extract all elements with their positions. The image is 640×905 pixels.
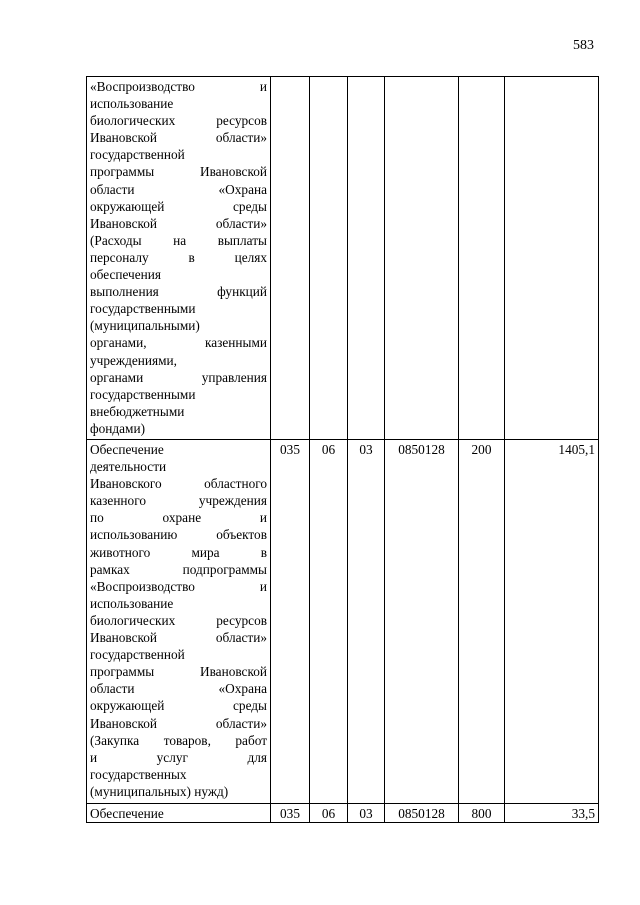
description-line: государственной — [90, 147, 185, 163]
expense-type-cell: 200 — [459, 440, 505, 804]
target-code-cell: 0850128 — [385, 440, 459, 804]
description-line: (муниципальными) — [90, 318, 200, 334]
table-row — [87, 440, 599, 804]
description-line: органами, казенными — [90, 335, 267, 351]
amount-cell — [505, 77, 599, 440]
description-line: области «Охрана — [90, 181, 267, 197]
description-line: биологических ресурсов — [90, 612, 267, 628]
expense-type-cell: 800 — [459, 804, 505, 823]
row-description — [87, 440, 271, 804]
description-line: государственных — [90, 766, 187, 782]
description-line: рамках подпрограммы — [90, 561, 267, 577]
description-line: (Закупка товаров, работ — [90, 732, 267, 748]
description-line: по охране и — [90, 510, 267, 526]
description-line: внебюджетными — [90, 403, 185, 419]
section-code-cell: 06 — [310, 440, 348, 804]
description-line: деятельности — [90, 459, 167, 475]
row-description — [87, 804, 271, 823]
description-line: Ивановской области» — [90, 130, 267, 146]
description-line: программы Ивановской — [90, 664, 267, 680]
table-body — [87, 77, 599, 823]
description-line: животного мира в — [90, 544, 267, 560]
target-code-cell: 0850128 — [385, 804, 459, 823]
row-description — [87, 77, 271, 440]
amount-cell: 33,5 — [505, 804, 599, 823]
description-line: выполнения функций — [90, 284, 267, 300]
subsection-code-cell: 03 — [348, 440, 385, 804]
description-line: использование — [90, 595, 174, 611]
table-row — [87, 804, 599, 823]
subsection-code-cell: 03 — [348, 804, 385, 823]
expense-type-cell — [459, 77, 505, 440]
description-line: «Воспроизводство и — [90, 79, 267, 94]
description-line: (Расходы на выплаты — [90, 232, 267, 248]
description-line: Ивановской области» — [90, 630, 267, 646]
description-line: «Воспроизводство и — [90, 578, 267, 594]
description-line: Ивановской области» — [90, 715, 267, 731]
description-line: биологических ресурсов — [90, 113, 267, 129]
budget-table — [86, 76, 599, 823]
description-line: Ивановской области» — [90, 215, 267, 231]
page-number: 583 — [573, 38, 594, 53]
ministry-code-cell: 035 — [271, 440, 310, 804]
description-line: окружающей среды — [90, 198, 267, 214]
section-code-cell: 06 — [310, 804, 348, 823]
description-line: персоналу в целях — [90, 249, 267, 265]
subsection-code-cell — [348, 77, 385, 440]
section-code-cell — [310, 77, 348, 440]
description-line: Обеспечение — [90, 806, 164, 821]
description-line: (муниципальных) нужд) — [90, 783, 229, 799]
description-line: Ивановского областного — [90, 476, 267, 492]
ministry-code-cell — [271, 77, 310, 440]
description-line: государственными — [90, 301, 196, 317]
description-line: Обеспечение — [90, 442, 164, 457]
description-line: программы Ивановской — [90, 164, 267, 180]
description-line: фондами) — [90, 420, 146, 436]
amount-cell: 1405,1 — [505, 440, 599, 804]
description-line: и услуг для — [90, 749, 267, 765]
description-line: области «Охрана — [90, 681, 267, 697]
table-row — [87, 77, 599, 440]
ministry-code-cell: 035 — [271, 804, 310, 823]
description-line: казенного учреждения — [90, 493, 267, 509]
description-line: государственными — [90, 386, 196, 402]
target-code-cell — [385, 77, 459, 440]
description-line: органами управления — [90, 369, 267, 385]
description-line: обеспечения — [90, 267, 161, 283]
description-line: окружающей среды — [90, 698, 267, 714]
description-line: использование — [90, 96, 174, 112]
description-line: учреждениями, — [90, 352, 177, 368]
description-line: государственной — [90, 647, 185, 663]
description-line: использованию объектов — [90, 527, 267, 543]
